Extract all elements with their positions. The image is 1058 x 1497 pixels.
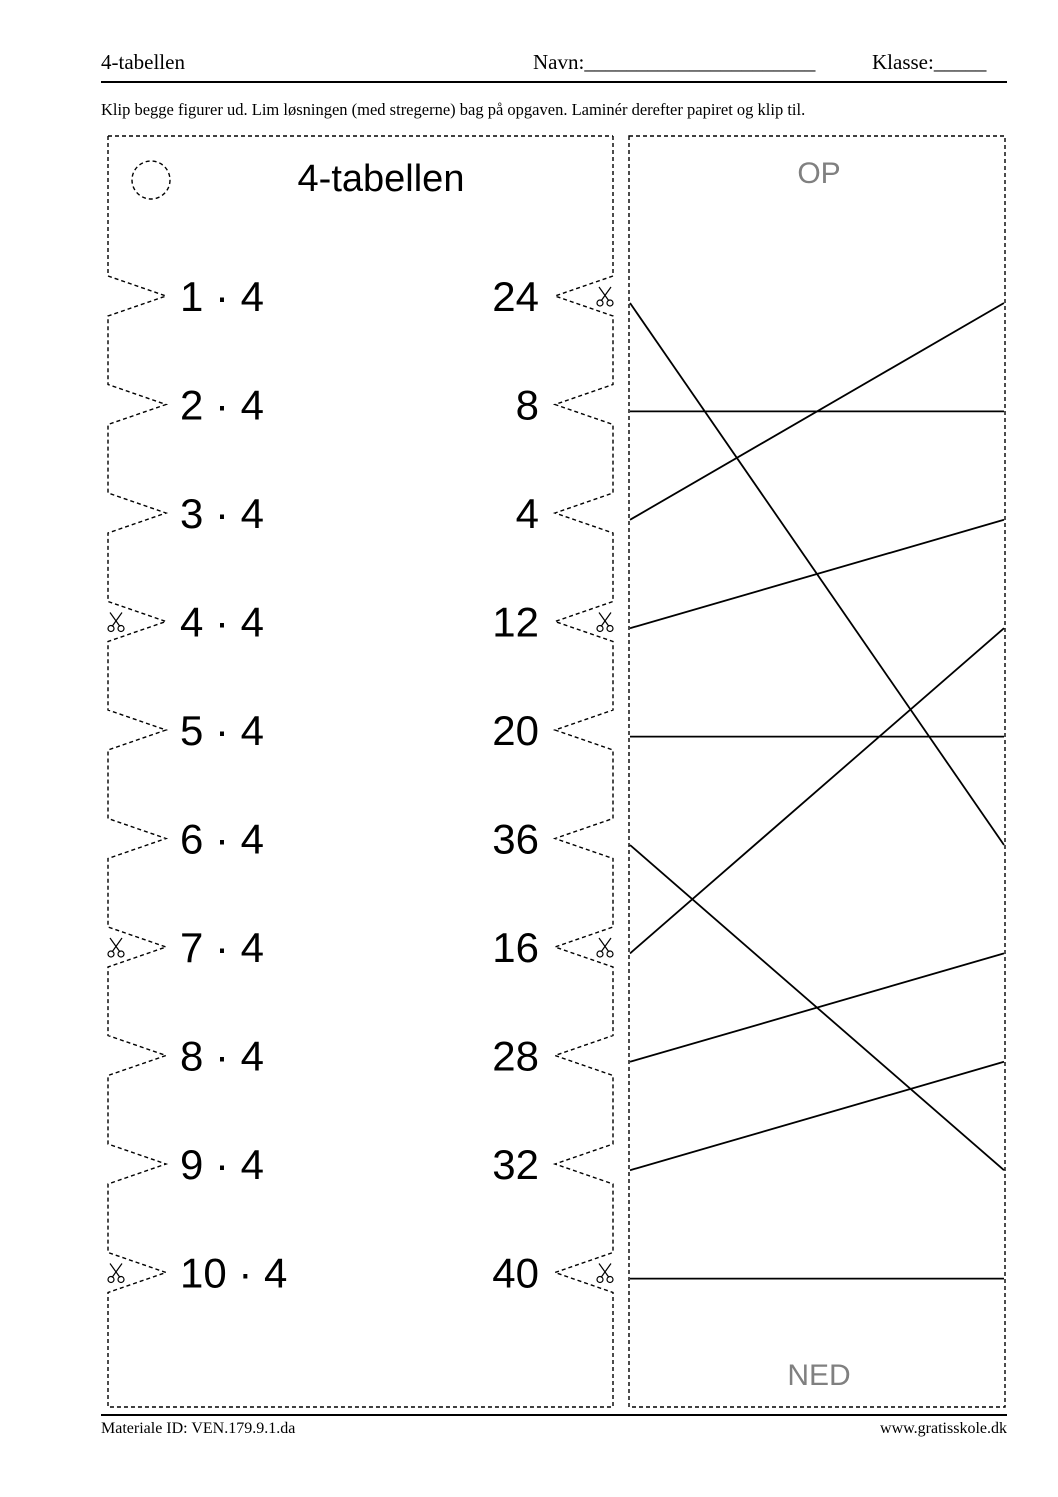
- solution-line: [630, 628, 1004, 953]
- scissors-icon: [108, 1264, 124, 1283]
- problem-2: 2 · 4: [180, 381, 265, 429]
- left-card: [108, 136, 613, 1407]
- name-label: Navn:______________________: [533, 50, 816, 74]
- scissors-icon: [597, 938, 613, 957]
- problem-8: 8 · 4: [180, 1032, 265, 1080]
- header-title: 4-tabellen: [101, 50, 185, 74]
- instruction-text: Klip begge figurer ud. Lim løsningen (med stregerne) bag på opgaven. Laminér derefter papiret og klip til.: [101, 100, 806, 119]
- problem-4: 4 · 4: [180, 598, 265, 646]
- problem-3: 3 · 4: [180, 490, 265, 537]
- card-title: 4-tabellen: [297, 158, 465, 200]
- website-link: www.gratisskole.dk: [880, 1420, 1007, 1437]
- left-card-edge-left: [108, 136, 613, 1407]
- answer-3: 4: [515, 490, 539, 537]
- right-card: [629, 136, 1005, 1407]
- solution-line: [630, 953, 1004, 1061]
- left-card-edge-right: [555, 136, 613, 1407]
- answer-6: 36: [492, 815, 539, 863]
- problem-1: 1 · 4: [180, 273, 265, 320]
- ned-label: NED: [787, 1359, 851, 1392]
- answer-9: 32: [492, 1141, 539, 1188]
- problem-9: 9 · 4: [180, 1141, 265, 1188]
- op-label: OP: [797, 157, 841, 190]
- solution-line: [630, 520, 1004, 628]
- problem-10: 10 · 4: [180, 1249, 288, 1297]
- answer-2: 8: [515, 381, 539, 429]
- scissors-icon: [597, 1264, 613, 1283]
- footer-rule: [101, 1414, 1007, 1416]
- answer-4: 12: [492, 598, 539, 646]
- answer-10: 40: [492, 1249, 539, 1297]
- class-label: Klasse:_____: [872, 50, 987, 74]
- problem-6: 6 · 4: [180, 815, 265, 863]
- scissors-icon: [597, 613, 613, 632]
- answer-1: 24: [492, 273, 539, 320]
- problem-5: 5 · 4: [180, 707, 265, 754]
- scissors-icon: [108, 938, 124, 957]
- answer-card-border: [629, 136, 1005, 1407]
- solution-line: [630, 1062, 1004, 1170]
- answer-7: 16: [492, 924, 539, 971]
- answer-8: 28: [492, 1032, 539, 1080]
- punch-hole-circle: [132, 161, 170, 199]
- scissors-icon: [108, 613, 124, 632]
- problem-7: 7 · 4: [180, 924, 265, 971]
- answer-5: 20: [492, 707, 539, 754]
- material-id: Materiale ID: VEN.179.9.1.da: [101, 1420, 296, 1437]
- scissors-icon: [597, 287, 613, 306]
